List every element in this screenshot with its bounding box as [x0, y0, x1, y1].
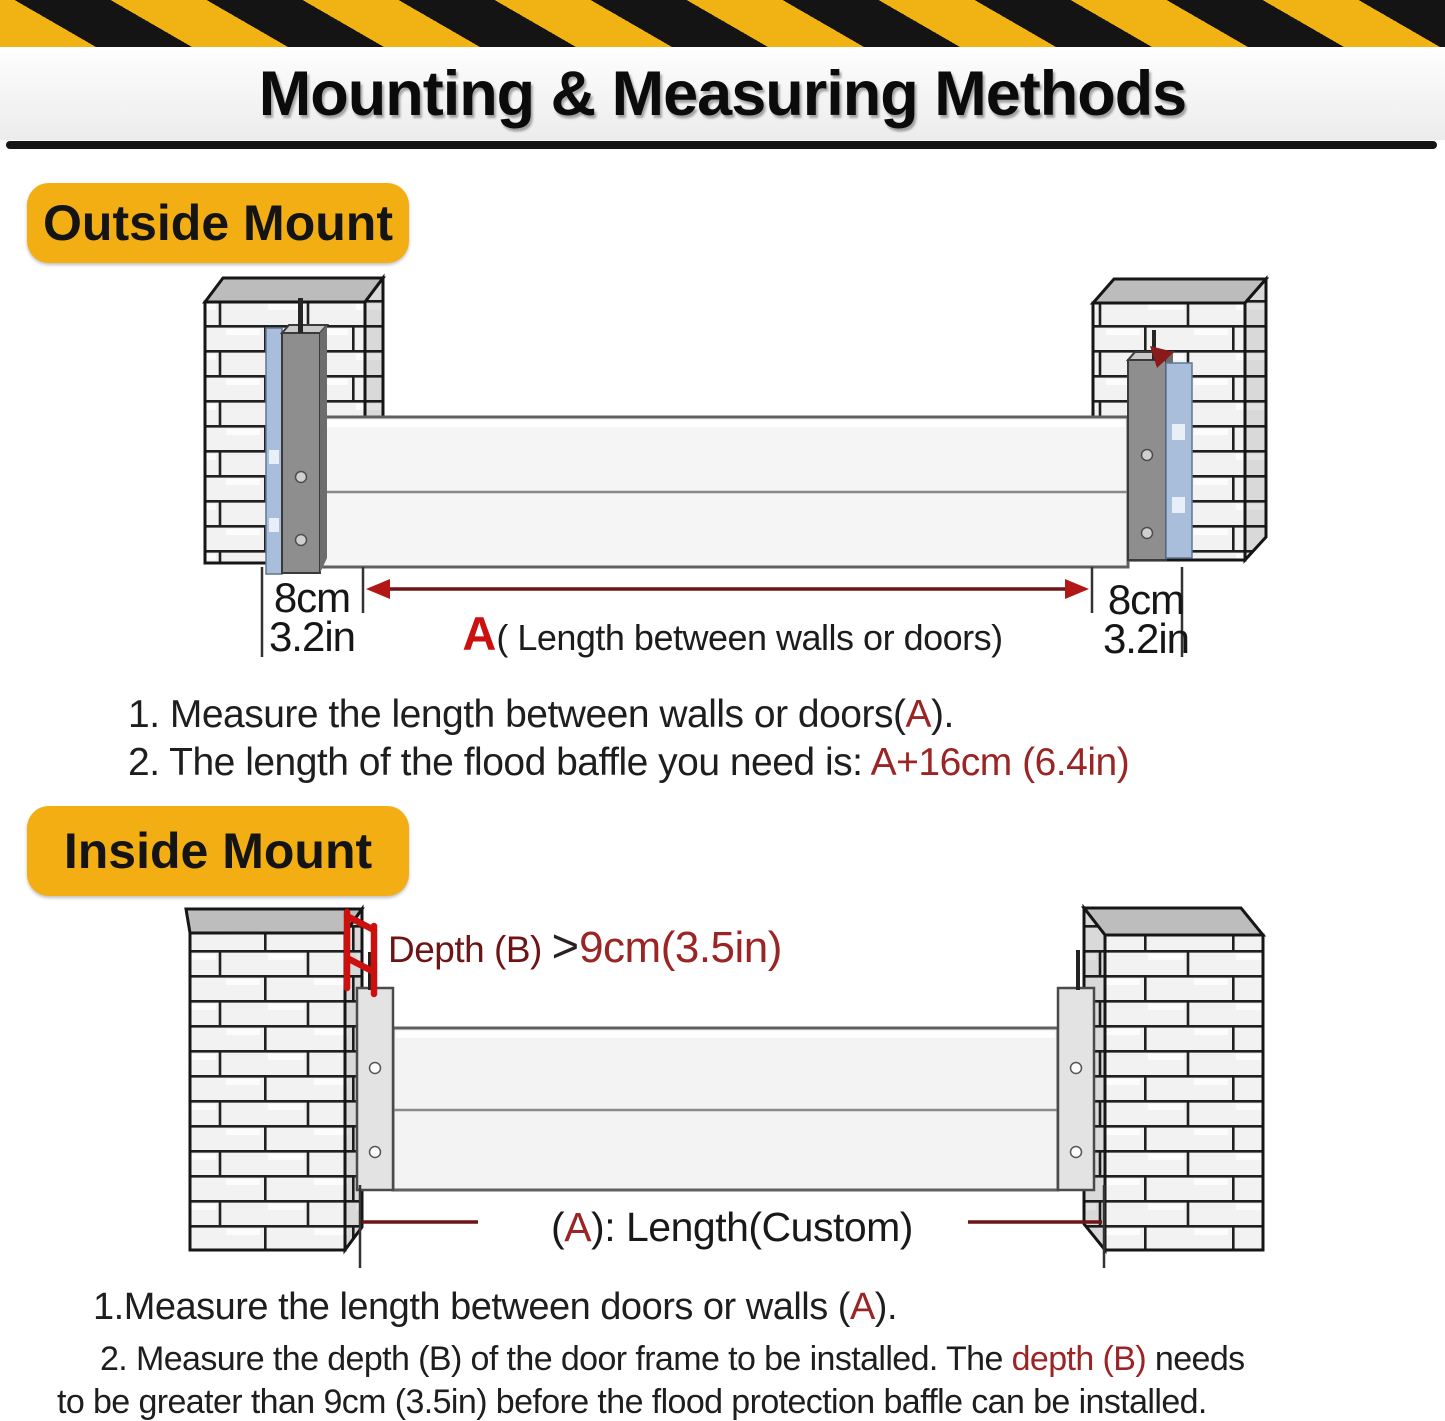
depth-requirement-label: Depth (B) >9cm(3.5in) — [388, 919, 782, 972]
flood-barrier-panel — [320, 417, 1128, 567]
outside-left-wall-channel — [266, 328, 282, 574]
outside-right-gap-in: 3.2in — [1102, 615, 1190, 662]
anchor-pin — [1076, 950, 1080, 990]
pillar-top-face — [1093, 279, 1266, 303]
length-label-text: ( Length between walls or doors) — [496, 617, 1003, 658]
outside-length-label — [375, 606, 1090, 661]
outside-step-1: 1. Measure the length between walls or doors(A). — [128, 693, 954, 736]
pillar-top-face — [205, 278, 383, 302]
outside-right-wall-channel — [1166, 363, 1192, 558]
outside-mount-badge-label: Outside Mount — [43, 195, 393, 251]
screw — [296, 472, 307, 483]
flood-barrier-panel-inside — [393, 1028, 1058, 1190]
length-letter-a: A — [462, 607, 497, 660]
screw — [296, 535, 307, 546]
outside-mount-badge — [27, 183, 409, 263]
pillar-front-face — [190, 933, 345, 1250]
screw — [1071, 1063, 1082, 1074]
outside-left-gap-cm: 8cm — [273, 574, 351, 621]
inside-mount-badge-label: Inside Mount — [63, 823, 373, 879]
anchor-pin — [298, 298, 303, 333]
inside-mount-badge — [27, 806, 409, 896]
inside-step-1: 1.Measure the length between doors or walls (A). — [93, 1286, 898, 1328]
screw — [1142, 528, 1153, 539]
pillar-front-face — [1105, 935, 1263, 1250]
screw — [1142, 450, 1153, 461]
inside-right-brick-pillar — [1084, 908, 1263, 1250]
outside-left-mounting-bracket — [282, 298, 327, 573]
pillar-top-face — [1084, 908, 1263, 935]
screw — [370, 1147, 381, 1158]
screw — [370, 1063, 381, 1074]
length-dimension-arrow — [366, 579, 1089, 599]
screw — [1071, 1147, 1082, 1158]
pillar-top-face — [186, 909, 362, 933]
outside-right-gap-cm: 8cm — [1107, 576, 1185, 623]
inside-step-2: 2. Measure the depth (B) of the door frame to be installed. The depth (B) needs to be greater than 9cm (3.5in) before the flood protection baffle can be installed. — [57, 1340, 1245, 1421]
inside-left-brick-pillar — [186, 909, 362, 1250]
outside-left-gap-in: 3.2in — [268, 613, 356, 660]
page-title: Mounting & Measuring Methods — [258, 58, 1187, 129]
outside-step-2: 2. The length of the flood baffle you need is: A+16cm (6.4in) — [128, 741, 1130, 784]
pillar-side-shade — [1245, 279, 1266, 560]
inside-length-label: (A): Length(Custom) — [551, 1204, 913, 1250]
